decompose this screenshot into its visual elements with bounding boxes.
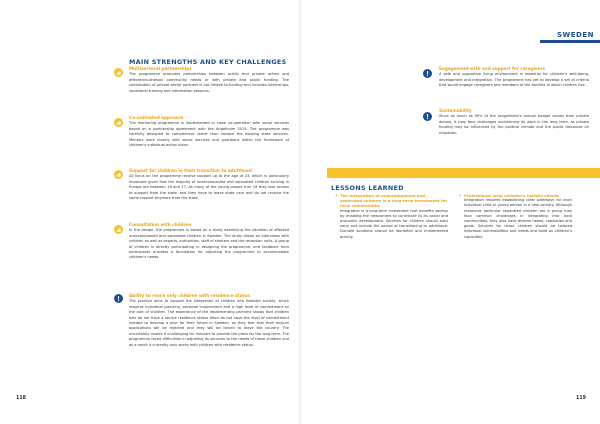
block-title: Ability to reach only children with residence status: [129, 293, 250, 298]
lesson-title: The integration of unaccompanied and separated children is a long-term investment for local communities: [340, 193, 448, 209]
bullet-marker: •: [335, 193, 338, 198]
thumbs-up-icon: [114, 68, 123, 77]
block-body: The mentoring programme is implemented in close co-operation with social services based on a partnership agreement with the Ängelholm 2015. The programme was carefully designed to complement rather than replace the existing state services. Mentors work closely with social services and guardians within the framework of children's individual action plans.: [129, 121, 289, 148]
block-title: Co-ordinated approach: [129, 115, 184, 120]
block-body: All focus on the programme receive support up to the age of 23, which is particularly important given that the majority of unaccompanied and separated children arriving in Europe are between 16 and 17. As many of the young people turn 18 they lose access to support from the state, and they have to leave state care and do not receive the same support anymore from the state.: [129, 174, 289, 201]
block-body: The practice aims to support the integration of children into Swedish society, which requires individual planning, personal involvement and a high level of commitment on the part of children. The experience of the implementing partners shows that children who do not have a secure residence status often do not have the level of commitment needed to develop a plan for their future in Sweden, as they fear that their asylum applications will be rejected and they will be forced to leave the country. The uncertainty makes it challenging for mentors to provide the plans for the long term. The programme faced difficulties in adjusting its services to the needs of these children and as a result it currently only works with children with residence status.: [129, 299, 289, 347]
lesson-long-term-investment: [340, 193, 448, 240]
page-number-right: 119: [575, 396, 586, 401]
page-gutter: [299, 0, 301, 424]
exclamation-icon: [423, 112, 432, 121]
thumbs-up-icon: [114, 118, 123, 127]
block-title: Engagement with and support for caregivers: [439, 66, 546, 71]
left-page: [0, 0, 298, 424]
block-consultation-with-children: [129, 222, 289, 261]
lesson-title: Professional local children's holistic-clients: [464, 193, 559, 198]
block-multisectoral-partnerships: [129, 66, 289, 94]
lesson-body: Integration is a long-term investment that benefits society by enabling the newcomers to contribute to its social and economic development. Services for children should start early and include the period of transitioning to adulthood. Durable solutions should be identified and implemented quickly.: [340, 208, 448, 239]
block-coordinated-approach: [129, 115, 289, 148]
block-body: Since as much as 90% of the programme's annual budget comes from private donors, it may face challenges maintaining its work in the long term, as private funding may be influenced by the political climate and the public discourse on migration.: [439, 114, 589, 135]
block-body: In the design, the programme is based on a study examining the situation of affected unaccompanied and separated children in Sweden. The study draws on interviews with children as well as experts, authorities, staff of shelters and the reception units. A group of children is directly participating in designing the programme, and feedback from participants provides a foundation for adjusting the programme to accommodate children's needs.: [129, 228, 289, 260]
header-rule: [540, 40, 600, 43]
lesson-body: Integration requires establishing clear pathways for each individual child or young person in a new country. Although measures particular separated children are a group may face common challenges in integrating into local communities, they also have diverse needs, capacities and goals. Services for these children should be tailored individual vulnerabilities and needs and build on children's capacities.: [464, 198, 572, 239]
block-title: Support for children in their transition to adulthood: [129, 168, 252, 173]
section-title-strengths: MAIN STRENGTHS AND KEY CHALLENGES: [129, 58, 287, 66]
block-body: The programme promotes partnerships between public and private actors and affected/ncohesion community needs or with private and public funding. The contribution of private sector partners is not limited to funding and includes internships, vocational training and information sessions.: [129, 72, 289, 93]
block-title: Consultation with children: [129, 222, 192, 227]
bullet-marker: •: [459, 193, 462, 198]
thumbs-up-icon: [114, 170, 123, 179]
block-body: A safe and supportive living environment is essential for children's well-being, development and integration. The programme has yet to develop a set of criteria that would engage caregivers and members of the families in which children live.: [439, 72, 589, 88]
right-page: [302, 0, 600, 424]
lesson-holistic-clients: [464, 193, 572, 240]
page-number-left: 118: [16, 396, 27, 401]
exclamation-icon: [114, 294, 123, 303]
section-title-lessons: LESSONS LEARNED: [331, 184, 404, 192]
lessons-color-band: [327, 168, 600, 178]
block-title: Sustainability: [439, 108, 472, 113]
country-header: SWEDEN: [557, 31, 594, 39]
thumbs-up-icon: [114, 225, 123, 234]
block-title: Multisectoral partnerships: [129, 66, 192, 71]
block-transition-to-adulthood: [129, 168, 289, 201]
exclamation-icon: [423, 69, 432, 78]
block-caregiver-engagement: [439, 66, 589, 89]
block-residence-status-challenge: [129, 293, 289, 348]
block-sustainability: [439, 108, 589, 136]
